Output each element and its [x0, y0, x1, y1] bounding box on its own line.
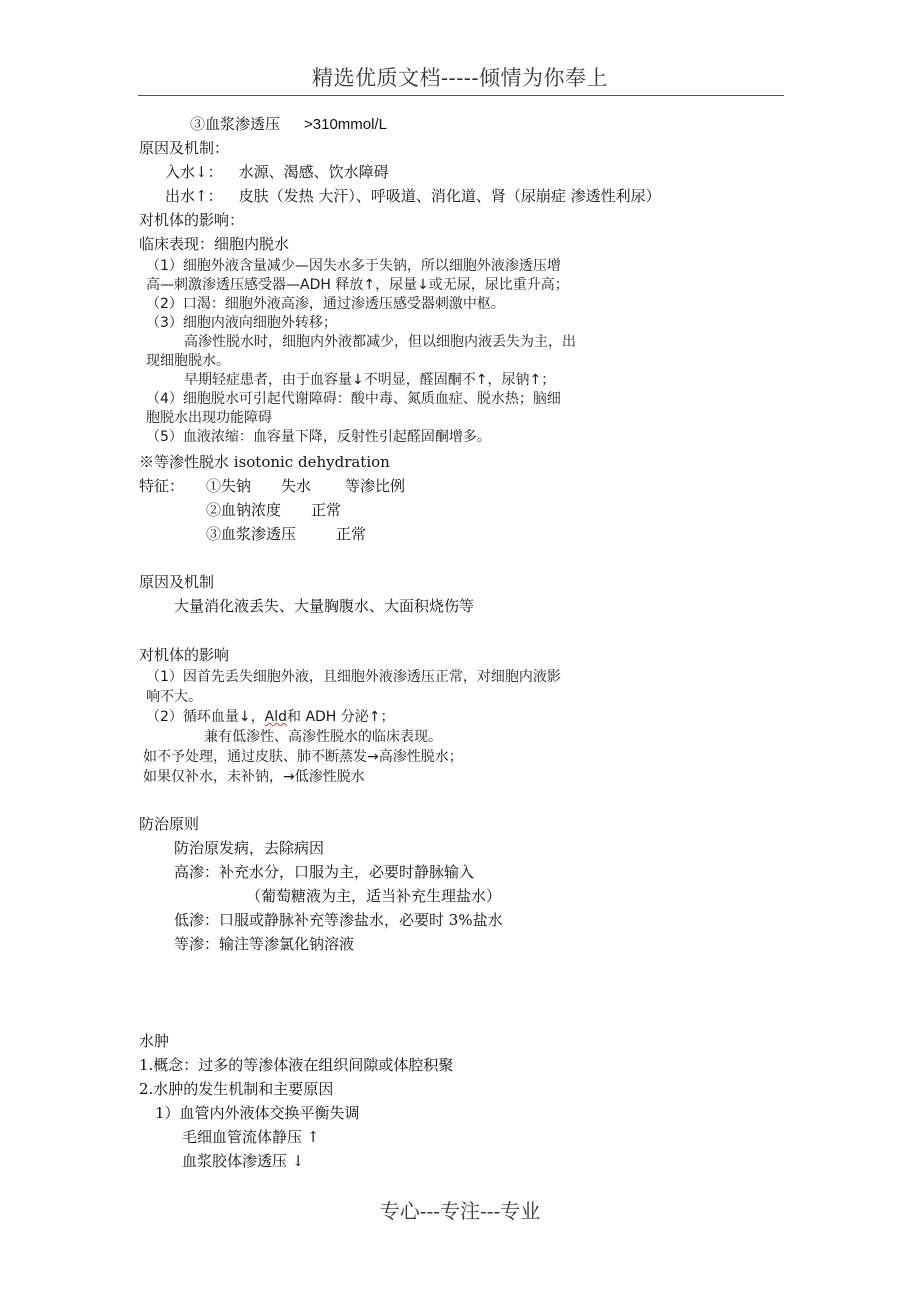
feature-mid: 失水	[281, 477, 312, 495]
scan-line: 高渗性脱水时，细胞内外液都减少，但以细胞内液丢失为主，出	[184, 334, 576, 350]
cause-title: 原因及机制：	[139, 139, 230, 157]
scan-line: （2）口渴：细胞外液高渗，通过渗透压感受器刺激中枢。	[146, 296, 505, 312]
page-footer: 专心---专注---专业	[379, 1199, 541, 1223]
scan-line: 如果仅补水，未补钠，→低渗性脱水	[143, 769, 365, 785]
feature-name: ②血钠浓度	[206, 501, 282, 519]
scan-line: （3）细胞内液向细胞外转移；	[146, 315, 337, 331]
scan-text: （2）循环血量↓，	[146, 709, 265, 725]
edema-item: 毛细血管流体静压 ↑	[182, 1128, 320, 1146]
ald-term: Ald	[264, 709, 287, 725]
osmo-line	[190, 114, 387, 135]
output-label: 出水↑：	[165, 187, 223, 205]
scan-line: 早期轻症患者，由于血容量↓不明显，醛固酮不↑，尿钠↑；	[184, 372, 556, 388]
scan-line: 如不予处理，通过皮肤、肺不断蒸发→高渗性脱水；	[143, 749, 463, 765]
edema-title: 水肿	[139, 1032, 170, 1050]
prevent-item: 高渗：补充水分，口服为主，必要时静脉输入	[174, 863, 475, 881]
intake-line	[165, 162, 389, 182]
scan-line: （4）细胞脱水可引起代谢障碍：酸中毒、氮质血症、脱水热；脑细	[146, 391, 561, 407]
feature-value: 等渗比例	[345, 477, 406, 495]
feature-row	[206, 524, 366, 544]
clinical-title: 临床表现：细胞内脱水	[139, 235, 290, 253]
scan-line: 兼有低渗性、高渗性脱水的临床表现。	[204, 729, 442, 745]
scan-line: 高—刺激渗透压感受器—ADH 释放↑，尿量↓或无尿，尿比重升高；	[146, 277, 569, 293]
prevent-item: 等渗：输注等渗氯化钠溶液	[174, 935, 355, 953]
intake-text: 水源、渴感、饮水障碍	[238, 163, 389, 181]
iso-effect-title: 对机体的影响	[139, 646, 230, 664]
edema-sub: 1）血管内外液体交换平衡失调	[155, 1104, 360, 1122]
header-divider	[138, 95, 784, 96]
feature-row	[206, 476, 405, 496]
feature-value: 正常	[311, 501, 342, 519]
feature-value: 正常	[336, 525, 367, 543]
feature-name: ③血浆渗透压	[206, 525, 297, 543]
osmo-label: ③血浆渗透压	[190, 115, 281, 133]
feature-name: ①失钠	[206, 477, 252, 495]
scan-line	[146, 708, 395, 727]
page-header: 精选优质文档-----倾情为你奉上	[312, 66, 608, 90]
scan-line: 现细胞脱水。	[146, 353, 230, 369]
iso-cause-title: 原因及机制	[139, 573, 215, 591]
iso-title: ※等渗性脱水 isotonic dehydration	[139, 453, 390, 471]
feature-row	[206, 500, 341, 520]
prevent-item: 低渗：口服或静脉补充等渗盐水，必要时 3%盐水	[174, 911, 503, 929]
scan-text: 和 ADH 分泌↑；	[287, 709, 395, 725]
edema-mechanism: 2.水肿的发生机制和主要原因	[139, 1080, 334, 1098]
intake-label: 入水↓：	[165, 163, 223, 181]
scan-line: 响不大。	[146, 689, 202, 705]
output-text: 皮肤（发热 大汗）、呼吸道、消化道、肾（尿崩症 渗透性利尿）	[238, 187, 661, 205]
iso-cause-text: 大量消化液丢失、大量胸腹水、大面积烧伤等	[174, 597, 475, 615]
scan-line: 胞脱水出现功能障碍	[146, 410, 272, 426]
edema-item: 血浆胶体渗透压 ↓	[182, 1152, 305, 1170]
prevent-title: 防治原则	[139, 815, 200, 833]
edema-concept: 1.概念：过多的等渗体液在组织间隙或体腔积聚	[139, 1056, 454, 1074]
effect-title: 对机体的影响：	[139, 211, 245, 229]
prevent-item: 防治原发病，去除病因	[174, 839, 325, 857]
scan-line: （1）因首先丢失细胞外液，且细胞外液渗透压正常，对细胞内液影	[146, 669, 561, 685]
osmo-value: >310mmol/L	[304, 116, 387, 133]
prevent-item: （葡萄糖液为主，适当补充生理盐水）	[246, 887, 502, 905]
feature-label: 特征：	[139, 477, 185, 495]
scan-line: （1）细胞外液含量减少—因失水多于失钠，所以细胞外液渗透压增	[146, 258, 561, 274]
output-line	[165, 186, 661, 206]
scan-line: （5）血液浓缩：血容量下降，反射性引起醛固酮增多。	[146, 429, 491, 445]
